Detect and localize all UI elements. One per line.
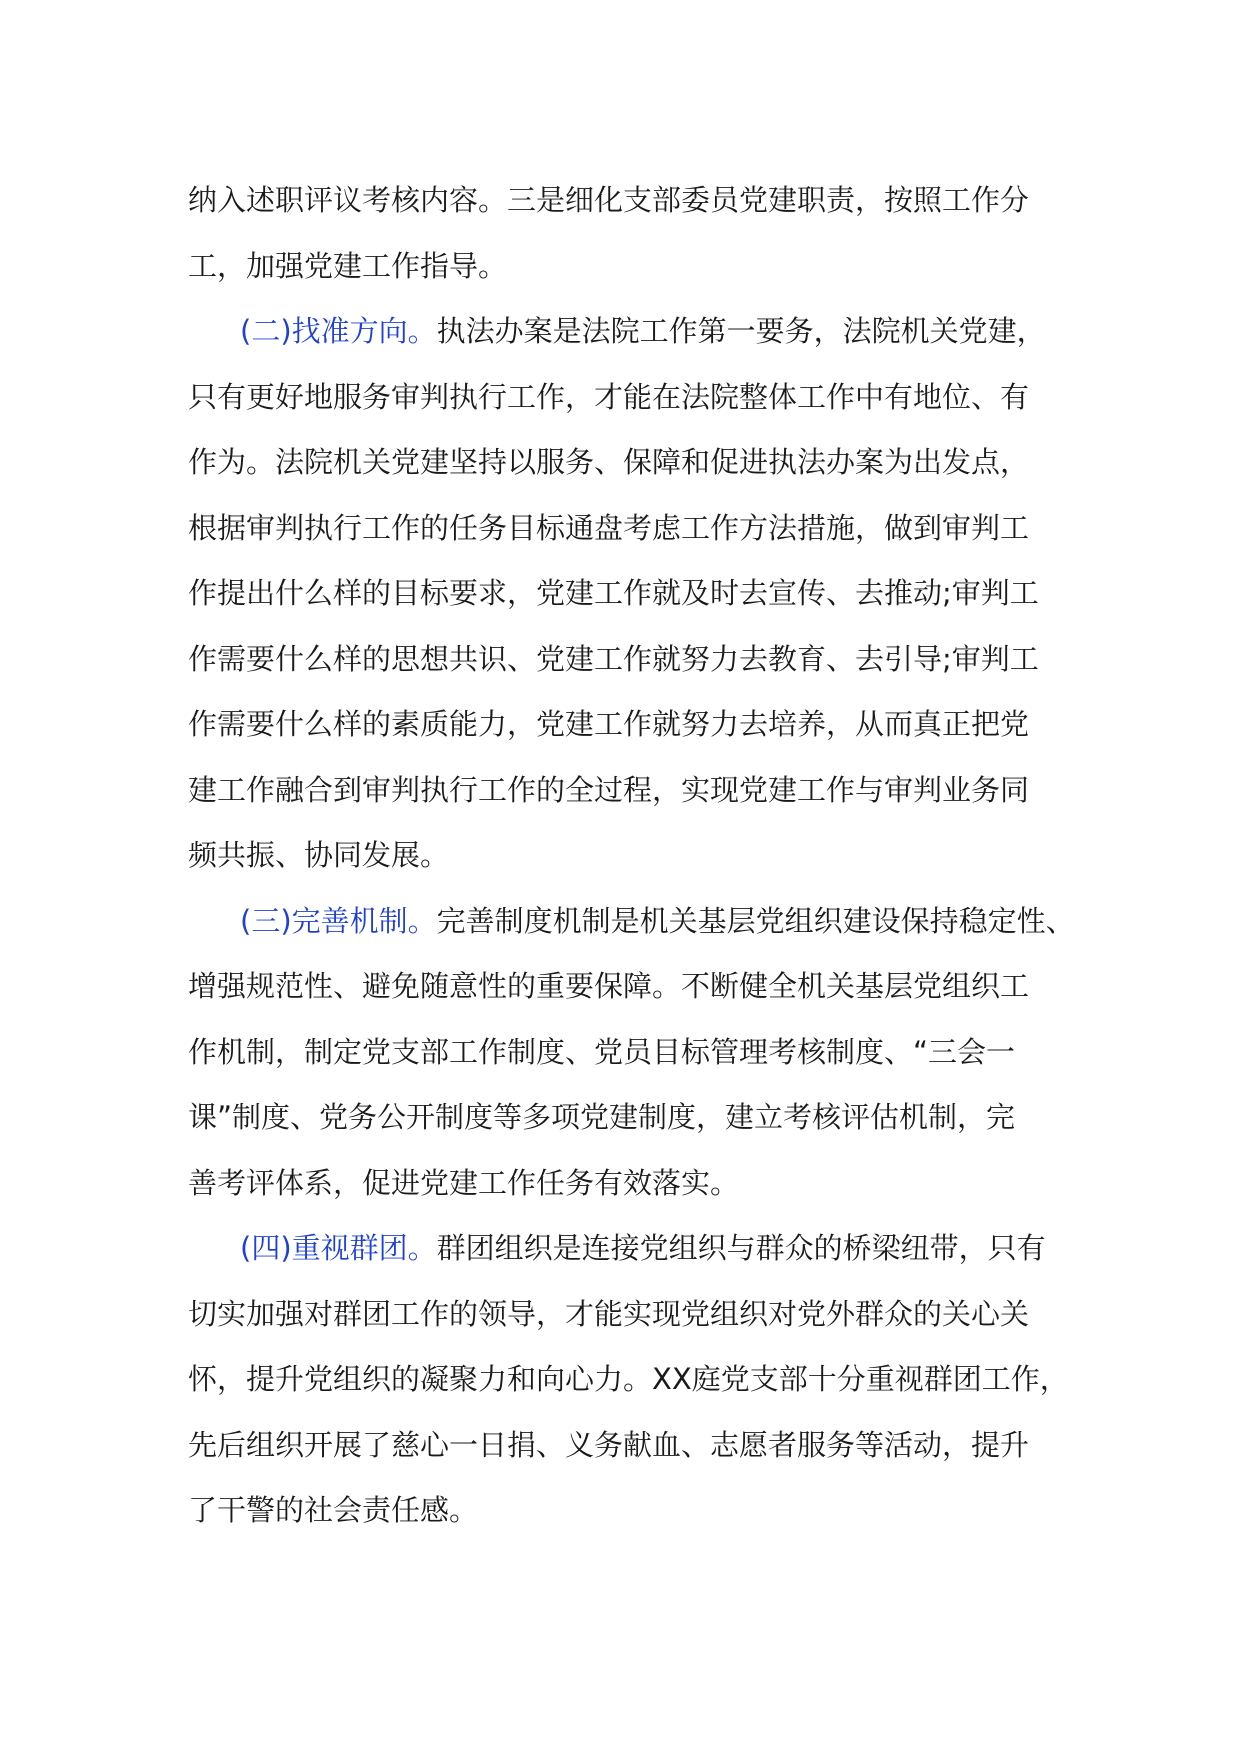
line-text: 怀，提升党组织的凝聚力和向心力。XX庭党支部十分重视群团工作， [188, 1362, 1069, 1396]
line-text: 建工作融合到审判执行工作的全过程，实现党建工作与审判业务同 [188, 772, 1030, 807]
line-text: 作需要什么样的思想共识、党建工作就努力去教育、去引导;审判工 [188, 641, 1039, 676]
section-heading: (三)完善机制。 [240, 903, 437, 938]
text-line [188, 627, 1078, 693]
text-line [188, 168, 1078, 234]
line-text: 纳入述职评议考核内容。三是细化支部委员党建职责，按照工作分 [188, 183, 1030, 217]
text-line [188, 1151, 1078, 1217]
section-heading-line [188, 1216, 1078, 1282]
section-heading: (二)找准方向。 [240, 314, 437, 348]
line-text: 先后组织开展了慈心一日捐、义务献血、志愿者服务等活动，提升 [188, 1427, 1030, 1462]
line-text: 切实加强对群团工作的领导，才能实现党组织对党外群众的关心关 [188, 1296, 1030, 1331]
line-text: 根据审判执行工作的任务目标通盘考虑工作方法措施，做到审判工 [188, 510, 1030, 545]
line-text: 完善制度机制是机关基层党组织建设保持稳定性、 [436, 903, 1075, 938]
text-line [188, 1413, 1078, 1479]
line-text: 只有更好地服务审判执行工作，才能在法院整体工作中有地位、有 [188, 379, 1030, 414]
line-text: 作机制，制定党支部工作制度、党员目标管理考核制度、“三会一 [188, 1034, 1016, 1069]
text-line [188, 234, 1078, 300]
line-text: 工，加强党建工作指导。 [188, 248, 508, 283]
text-line [188, 692, 1078, 758]
line-text: 作需要什么样的素质能力，党建工作就努力去培养，从而真正把党 [188, 707, 1030, 741]
text-line [188, 823, 1078, 889]
text-line [188, 1282, 1078, 1348]
text-line [188, 365, 1078, 431]
text-line [188, 1478, 1078, 1544]
line-text: 了干警的社会责任感。 [188, 1493, 479, 1527]
text-line [188, 1020, 1078, 1086]
text-line [188, 496, 1078, 562]
line-text: 课”制度、党务公开制度等多项党建制度，建立考核评估机制，完 [188, 1100, 1016, 1134]
text-line [188, 1085, 1078, 1151]
line-text: 增强规范性、避免随意性的重要保障。不断健全机关基层党组织工 [188, 969, 1030, 1003]
line-text: 作提出什么样的目标要求，党建工作就及时去宣传、去推动;审判工 [188, 576, 1039, 610]
text-line [188, 561, 1078, 627]
line-text: 频共振、协同发展。 [188, 838, 450, 872]
text-line [188, 430, 1078, 496]
line-text: 善考评体系，促进党建工作任务有效落实。 [188, 1165, 740, 1200]
line-text: 群团组织是连接党组织与群众的桥梁纽带，只有 [436, 1231, 1046, 1265]
text-line [188, 758, 1078, 824]
section-heading-line [188, 299, 1078, 365]
body-text [188, 168, 1078, 1544]
section-heading-line [188, 889, 1078, 955]
text-line [188, 1347, 1078, 1413]
text-line [188, 954, 1078, 1020]
line-text: 执法办案是法院工作第一要务，法院机关党建， [436, 314, 1046, 348]
section-heading: (四)重视群团。 [240, 1231, 437, 1265]
line-text: 作为。法院机关党建坚持以服务、保障和促进执法办案为出发点， [188, 445, 1030, 479]
